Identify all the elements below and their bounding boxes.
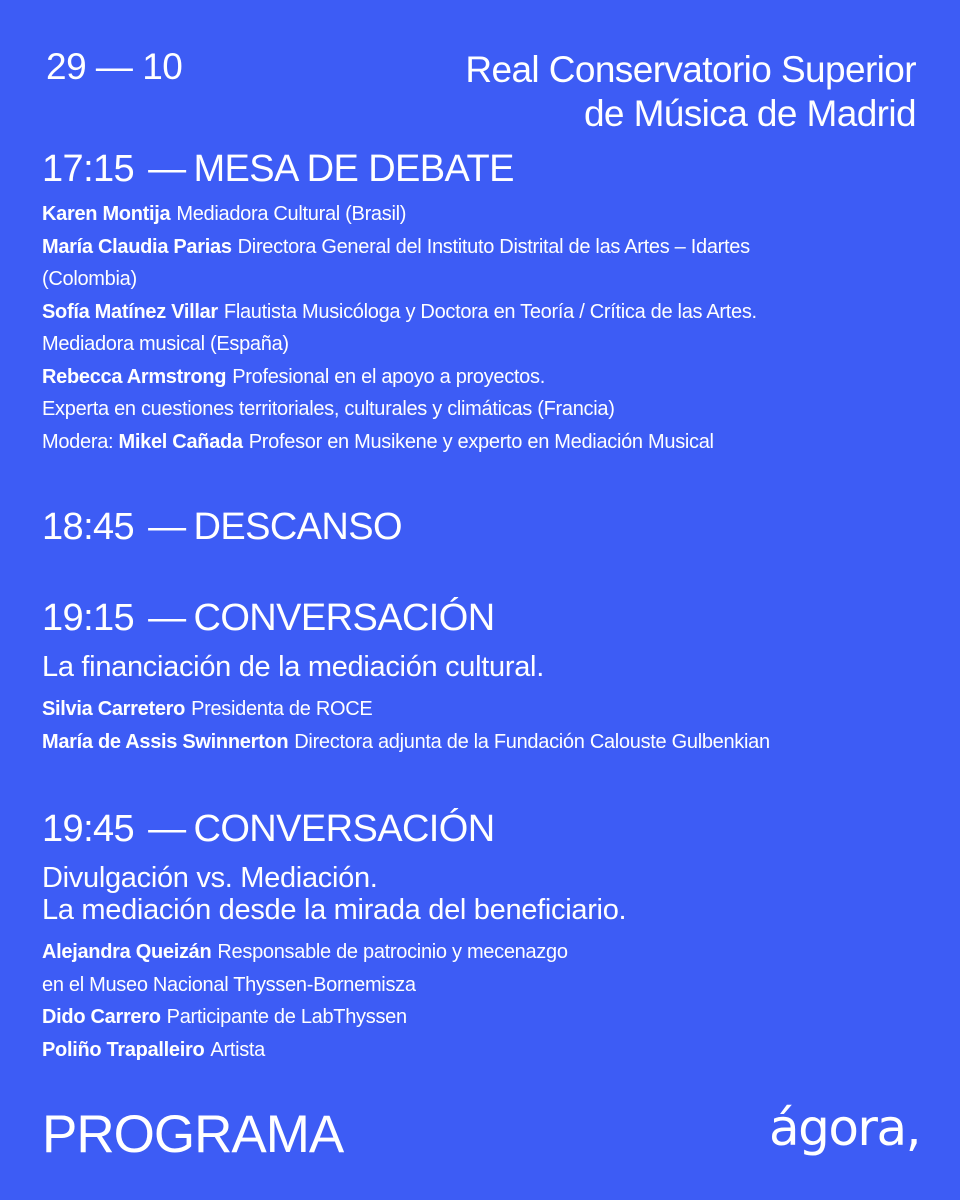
- session-heading: [42, 508, 920, 546]
- speaker-name: Sofía Matínez Villar: [42, 300, 218, 323]
- speaker-role: Directora General del Instituto Distrital de las Artes – Idartes: [237, 235, 750, 258]
- session-subtitle: [42, 862, 920, 926]
- speaker-name: Rebecca Armstrong: [42, 365, 227, 388]
- session-heading: [42, 599, 920, 637]
- speaker-role: Flautista Musicóloga y Doctora en Teoría / Crítica de las Artes.: [223, 300, 757, 323]
- session-title: DESCANSO: [193, 506, 402, 548]
- speaker-role: Mediadora Cultural (Brasil): [176, 203, 407, 225]
- session-mesa-de-debate: [42, 150, 920, 458]
- speaker-role: Profesor en Musikene y experto en Mediación Musical: [248, 430, 714, 453]
- subtitle-line: Divulgación vs. Mediación.: [42, 862, 378, 894]
- list-item: [42, 1001, 920, 1034]
- list-item: [42, 231, 920, 264]
- venue: [465, 48, 916, 136]
- speaker-role: en el Museo Nacional Thyssen-Bornemisza: [42, 973, 416, 996]
- session-time: 18:45: [42, 506, 135, 548]
- speaker-name: Dido Carrero: [42, 1006, 161, 1028]
- em-dash: —: [148, 148, 186, 190]
- list-item: [42, 296, 920, 329]
- subtitle-line: La mediación desde la mirada del beneficiario.: [42, 894, 627, 926]
- list-item: [42, 361, 920, 394]
- session-time: 17:15: [42, 148, 135, 190]
- session-conversacion-1: [42, 599, 920, 758]
- speaker-role: Artista: [210, 1038, 266, 1061]
- session-heading: [42, 150, 920, 188]
- agora-logo: ágora,: [768, 1099, 920, 1157]
- subtitle-line: La financiación de la mediación cultural.: [42, 651, 544, 683]
- speaker-role: Participante de LabThyssen: [166, 1006, 407, 1028]
- session-time: 19:15: [42, 597, 135, 639]
- speaker-role: Profesional en el apoyo a proyectos.: [232, 365, 545, 388]
- session-time: 19:45: [42, 808, 135, 850]
- em-dash: —: [148, 506, 186, 548]
- list-item: [42, 726, 920, 759]
- list-item: [42, 969, 920, 1002]
- session-descanso: [42, 508, 920, 546]
- speaker-role: Mediadora musical (España): [42, 333, 289, 355]
- speaker-role: Responsable de patrocinio y mecenazgo: [217, 941, 568, 963]
- speaker-role: Directora adjunta de la Fundación Calouste Gulbenkian: [294, 730, 770, 753]
- speaker-list: [42, 936, 920, 1066]
- session-heading: [42, 810, 920, 848]
- program-title: PROGRAMA: [42, 1105, 344, 1164]
- list-item: [42, 693, 920, 726]
- list-item: [42, 426, 920, 459]
- speaker-role: (Colombia): [42, 268, 137, 290]
- speaker-list: [42, 693, 920, 758]
- session-subtitle: [42, 651, 920, 683]
- list-item: [42, 198, 920, 231]
- list-item: [42, 936, 920, 969]
- session-title: CONVERSACIÓN: [193, 597, 495, 639]
- session-conversacion-2: [42, 810, 920, 1066]
- speaker-role: Presidenta de ROCE: [191, 698, 373, 720]
- list-item: [42, 263, 920, 296]
- speaker-name: Poliño Trapalleiro: [42, 1038, 205, 1061]
- event-date: 29 — 10: [46, 46, 183, 87]
- speaker-name: Alejandra Queizán: [42, 941, 212, 963]
- session-title: MESA DE DEBATE: [193, 148, 514, 190]
- venue-line: de Música de Madrid: [583, 93, 916, 134]
- list-item: [42, 393, 920, 426]
- line-prefix: Modera:: [42, 430, 119, 453]
- list-item: [42, 328, 920, 361]
- speaker-name: María Claudia Parias: [42, 235, 232, 258]
- speaker-name: Karen Montija: [42, 203, 171, 225]
- venue-line: Real Conservatorio Superior: [465, 49, 916, 90]
- em-dash: —: [148, 597, 186, 639]
- list-item: [42, 1034, 920, 1067]
- em-dash: —: [148, 808, 186, 850]
- speaker-name: Silvia Carretero: [42, 698, 186, 720]
- speaker-name: María de Assis Swinnerton: [42, 730, 289, 753]
- speaker-role: Experta en cuestiones territoriales, culturales y climáticas (Francia): [42, 398, 615, 420]
- session-title: CONVERSACIÓN: [193, 808, 495, 850]
- moderator-name: Mikel Cañada: [118, 430, 243, 453]
- speaker-list: [42, 198, 920, 458]
